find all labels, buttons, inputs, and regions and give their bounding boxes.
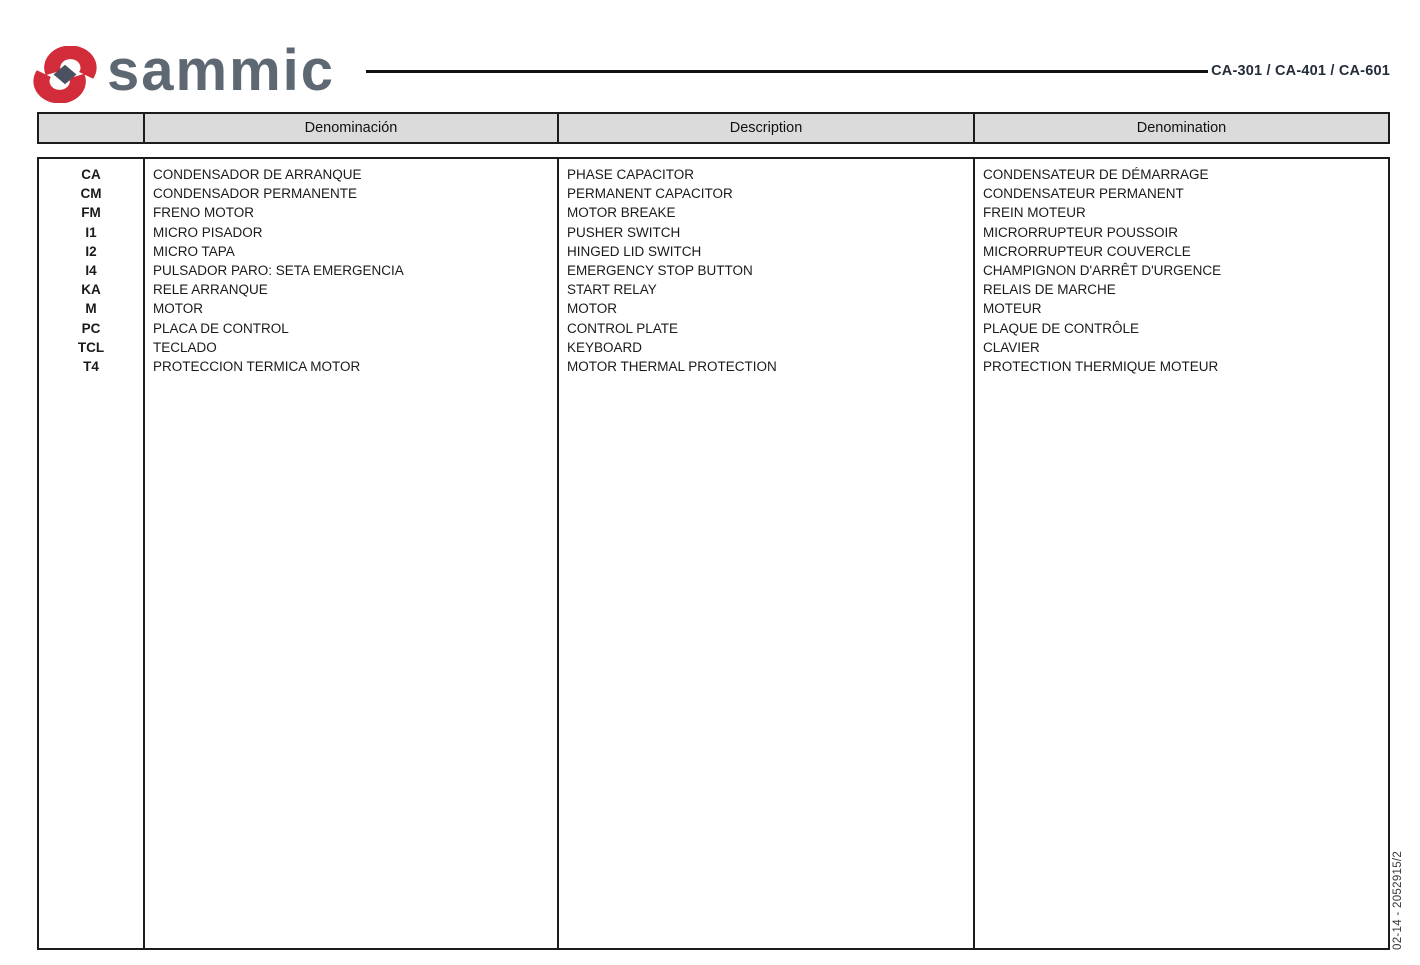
cell-en: MOTOR THERMAL PROTECTION	[567, 358, 777, 374]
cell-fr: PROTECTION THERMIQUE MOTEUR	[983, 358, 1219, 374]
cell-es: FRENO MOTOR	[153, 205, 254, 221]
row-code: FM	[81, 205, 101, 221]
cell-en: PHASE CAPACITOR	[567, 167, 695, 182]
column-denominacion	[145, 159, 559, 948]
cell-en: EMERGENCY STOP BUTTON	[567, 262, 753, 278]
cell-es: MOTOR	[153, 301, 203, 317]
doc-code-vertical: 02-14 - 2052915/2	[1392, 850, 1404, 950]
column-codes	[39, 159, 145, 948]
cell-en: HINGED LID SWITCH	[567, 243, 702, 259]
cell-es: TECLADO	[153, 339, 217, 355]
row-code: TCL	[77, 339, 105, 355]
legend-table	[37, 157, 1390, 950]
cell-es: MICRO PISADOR	[153, 224, 263, 240]
header-cell-denominacion: Denominación	[145, 114, 559, 142]
cell-es: CONDENSADOR PERMANENTE	[153, 186, 358, 202]
cell-fr: MICRORRUPTEUR COUVERCLE	[983, 243, 1191, 259]
cell-en: MOTOR	[567, 301, 617, 317]
logo-wordmark: sammic	[107, 38, 336, 103]
model-numbers-label: CA-301 / CA-401 / CA-601	[1211, 63, 1390, 79]
row-code: I1	[85, 224, 97, 240]
row-code: CM	[80, 186, 102, 202]
cell-en: START RELAY	[567, 282, 657, 298]
row-code: I2	[85, 243, 97, 259]
row-code: PC	[81, 320, 101, 336]
legend-header-row	[37, 112, 1390, 144]
cell-es: RELE ARRANQUE	[153, 282, 268, 298]
cell-fr: FREIN MOTEUR	[983, 205, 1086, 221]
row-code: CA	[81, 167, 101, 182]
cell-es: MICRO TAPA	[153, 243, 235, 259]
cell-en: PUSHER SWITCH	[567, 224, 681, 240]
cell-es: CONDENSADOR DE ARRANQUE	[153, 167, 362, 182]
header-cell-description: Description	[559, 114, 975, 142]
cell-fr: MOTEUR	[983, 301, 1042, 317]
cell-fr: RELAIS DE MARCHE	[983, 282, 1116, 298]
cell-en: KEYBOARD	[567, 339, 643, 355]
row-code: M	[85, 301, 97, 317]
cell-fr: CLAVIER	[983, 339, 1040, 355]
cell-es: PLACA DE CONTROL	[153, 320, 289, 336]
header-rule	[366, 70, 1208, 73]
cell-fr: CONDENSATEUR DE DÉMARRAGE	[983, 167, 1209, 182]
cell-fr: MICRORRUPTEUR POUSSOIR	[983, 224, 1179, 240]
cell-en: CONTROL PLATE	[567, 320, 679, 336]
column-denomination	[975, 159, 1388, 948]
cell-es: PROTECCION TERMICA MOTOR	[153, 358, 361, 374]
cell-fr: CONDENSATEUR PERMANENT	[983, 186, 1184, 202]
column-description	[559, 159, 975, 948]
cell-en: PERMANENT CAPACITOR	[567, 186, 733, 202]
cell-es: PULSADOR PARO: SETA EMERGENCIA	[153, 262, 404, 278]
header-cell-code	[39, 114, 145, 142]
cell-fr: CHAMPIGNON D'ARRÊT D'URGENCE	[983, 262, 1222, 278]
sammic-logo-icon	[28, 46, 102, 103]
cell-en: MOTOR BREAKE	[567, 205, 676, 221]
header-cell-denomination: Denomination	[1136, 120, 1227, 136]
cell-fr: PLAQUE DE CONTRÔLE	[983, 320, 1140, 336]
row-code: KA	[81, 282, 101, 298]
row-code: I4	[85, 262, 97, 278]
row-code: T4	[83, 358, 99, 374]
